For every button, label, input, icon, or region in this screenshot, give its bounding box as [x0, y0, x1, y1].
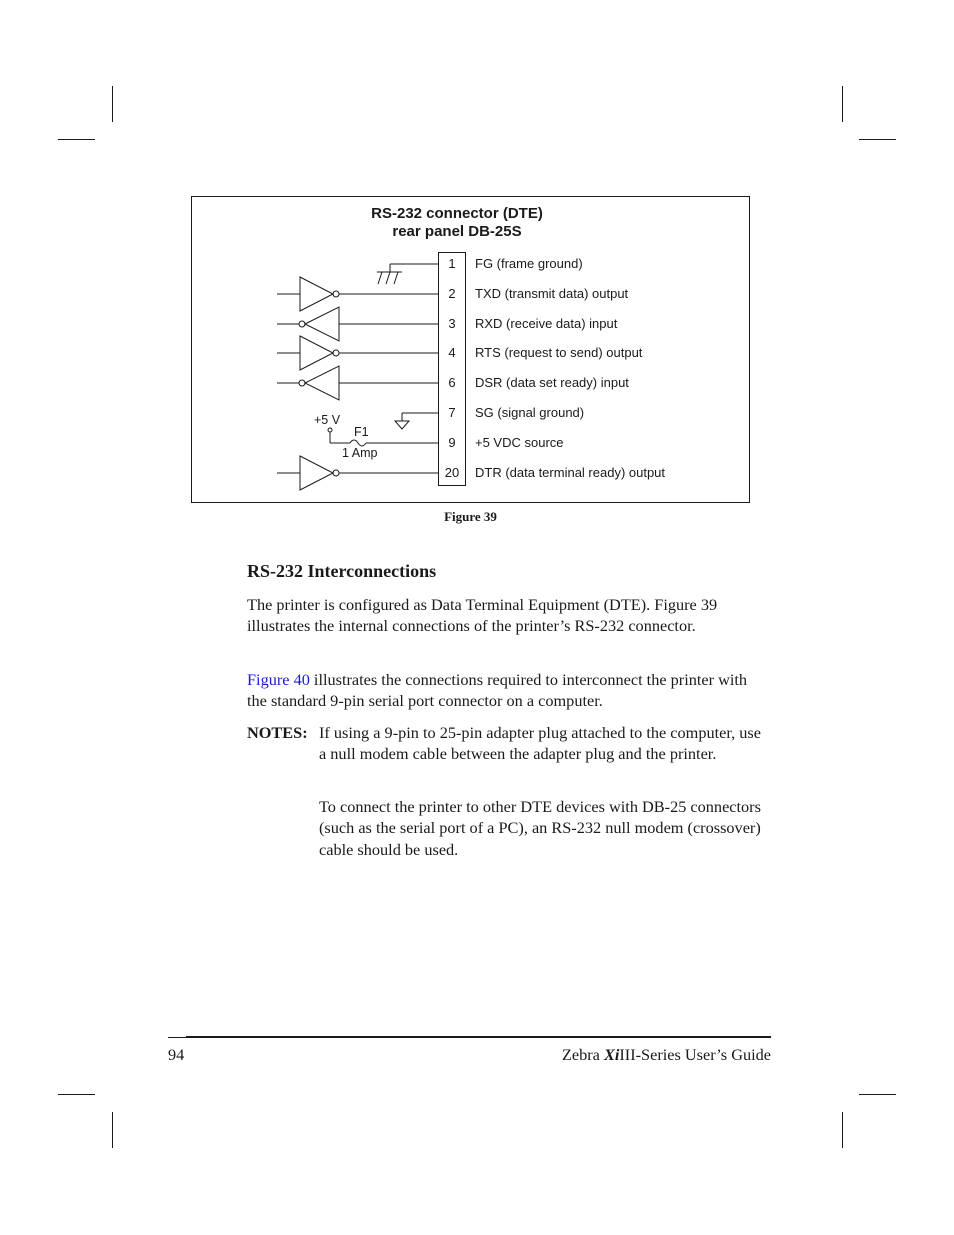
driver-buffer-icon — [300, 456, 333, 490]
paragraph-text: illustrates the connections required to interconnect the printer with the standard 9-pin serial port connector on a computer. — [247, 670, 748, 711]
guide-title-suffix: III-Series User’s Guide — [619, 1045, 771, 1064]
note-item: If using a 9-pin to 25-pin adapter plug attached to the computer, use a null modem cable between the adapter plug and the printer. — [319, 723, 761, 764]
frame-ground-hatch — [394, 272, 398, 284]
guide-title-italic: Xi — [603, 1045, 620, 1064]
figure-40-link[interactable]: Figure 40 — [247, 670, 310, 689]
figure-caption: Figure 39 — [444, 509, 497, 524]
pin-number: 7 — [448, 405, 456, 420]
pin-number: 2 — [448, 286, 456, 301]
driver-buffer-icon — [300, 336, 333, 370]
notes-label: NOTES: — [247, 723, 308, 742]
voltage-label: +5 V — [314, 413, 341, 427]
driver-buffer-icon — [300, 277, 333, 311]
pin-signal-label: RTS (request to send) output — [475, 345, 643, 360]
pin-number: 20 — [444, 465, 460, 480]
note-item: To connect the printer to other DTE devices with DB-25 connectors (such as the serial port of a PC), an RS-232 null modem (crossover) cable should be used. — [319, 797, 761, 859]
pin-number: 1 — [448, 256, 456, 271]
footer-rule — [186, 1036, 771, 1038]
frame-ground-hatch — [378, 272, 382, 284]
paragraph-text: The printer is configured as Data Terminal Equipment (DTE). Figure 39 illustrates the internal connections of the printer’s RS-232 connector. — [247, 595, 718, 636]
pin-number: 9 — [448, 435, 456, 450]
schematic-figure — [191, 196, 750, 503]
fuse-label: F1 — [354, 425, 369, 439]
guide-title-prefix: Zebra — [561, 1045, 604, 1064]
pin-signal-label: DTR (data terminal ready) output — [475, 465, 666, 480]
guide-title — [562, 1045, 771, 1065]
pin-signal-label: TXD (transmit data) output — [475, 286, 629, 301]
crop-mark — [859, 1094, 896, 1095]
figure-title-line-2: rear panel DB-25S — [392, 223, 522, 240]
crop-mark — [58, 139, 95, 140]
pin-number: 4 — [448, 345, 456, 360]
pin-signal-label: FG (frame ground) — [475, 256, 583, 271]
pin-number: 6 — [448, 375, 456, 390]
frame-ground-hatch — [386, 272, 390, 284]
schematic-drawing — [192, 197, 749, 502]
voltage-terminal-icon — [328, 428, 332, 432]
crop-mark — [112, 86, 113, 122]
pin-signal-label: +5 VDC source — [475, 435, 564, 450]
section-heading: RS-232 Interconnections — [247, 561, 437, 581]
pin-signal-label: RXD (receive data) input — [475, 316, 618, 331]
pin-number: 3 — [448, 316, 456, 331]
crop-mark — [842, 86, 843, 122]
crop-mark — [112, 1112, 113, 1148]
crop-mark — [859, 139, 896, 140]
paragraph — [247, 669, 767, 712]
figure-title-line-1: RS-232 connector (DTE) — [371, 205, 543, 222]
fuse-rating-label: 1 Amp — [342, 446, 378, 460]
pin-signal-label: DSR (data set ready) input — [475, 375, 629, 390]
page-number: 94 — [168, 1045, 185, 1064]
receiver-buffer-icon — [305, 307, 339, 341]
paragraph — [247, 594, 722, 637]
receiver-buffer-icon — [305, 366, 339, 400]
crop-mark — [842, 1112, 843, 1148]
crop-mark — [58, 1094, 95, 1095]
pin-signal-label: SG (signal ground) — [475, 405, 585, 420]
signal-ground-icon — [395, 421, 409, 429]
footer-rule — [168, 1037, 187, 1038]
